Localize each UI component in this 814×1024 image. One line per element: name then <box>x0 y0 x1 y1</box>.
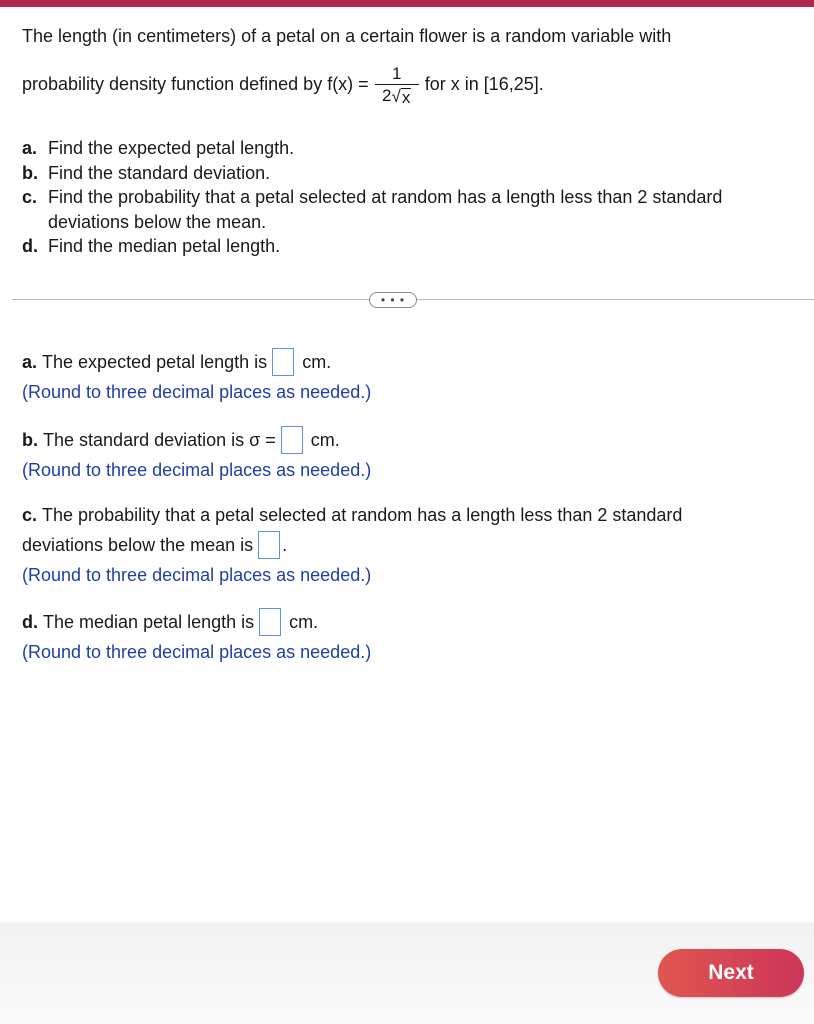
question-part-b <box>22 161 802 186</box>
question-line-2-suffix: for x in [16,25]. <box>424 73 544 94</box>
denominator-coefficient: 2 <box>382 85 392 105</box>
part-text: Find the standard deviation. <box>48 162 271 183</box>
answer-c-input[interactable] <box>258 531 280 559</box>
question-part-a <box>22 136 802 161</box>
answer-b <box>22 425 371 485</box>
fraction-denominator <box>382 85 411 107</box>
question-parts-list <box>22 136 802 259</box>
square-root <box>392 87 412 107</box>
part-label: b. <box>22 162 38 183</box>
answer-label: c. <box>22 504 38 525</box>
answer-text: The probability that a petal selected at random has a length less than 2 standard <box>42 504 683 525</box>
unit-label: cm. <box>302 351 332 372</box>
rounding-hint: (Round to three decimal places as needed.) <box>22 642 372 662</box>
question-part-c <box>22 185 802 234</box>
rounding-hint: (Round to three decimal places as needed.) <box>22 565 372 585</box>
answer-text: The median petal length is <box>43 611 255 632</box>
answer-text: The expected petal length is <box>42 351 268 372</box>
top-accent-bar <box>0 0 814 7</box>
part-label: d. <box>22 236 38 256</box>
part-text: Find the expected petal length. <box>48 138 295 158</box>
answer-c <box>22 500 682 590</box>
answer-a <box>22 347 371 407</box>
next-button[interactable]: Next <box>658 949 804 997</box>
question-part-d <box>22 234 802 259</box>
expand-more-button[interactable]: • • • <box>369 292 417 308</box>
answer-label: a. <box>22 351 38 372</box>
answer-label: b. <box>22 429 38 450</box>
part-text: Find the median petal length. <box>48 236 281 256</box>
radicand: x <box>401 87 411 107</box>
part-label: a. <box>22 138 38 158</box>
answer-text-continued: deviations below the mean is <box>22 534 254 555</box>
fraction-numerator: 1 <box>391 63 402 83</box>
pdf-fraction <box>375 64 419 107</box>
answer-d <box>22 607 371 667</box>
answer-a-input[interactable] <box>272 348 294 376</box>
unit-label: . <box>282 534 288 555</box>
question-line-1: The length (in centimeters) of a petal on a certain flower is a random variable with <box>22 26 672 46</box>
radical-sign-icon: √ <box>391 86 401 106</box>
part-text: Find the probability that a petal selected at random has a length less than 2 standard deviations below the mean. <box>48 187 723 232</box>
answer-b-input[interactable] <box>281 426 303 454</box>
question-line-2-prefix: probability density function defined by f(x) = <box>22 73 369 94</box>
question-line-2 <box>22 58 544 110</box>
rounding-hint: (Round to three decimal places as needed.) <box>22 382 372 402</box>
answer-label: d. <box>22 611 38 632</box>
rounding-hint: (Round to three decimal places as needed.) <box>22 460 372 480</box>
answer-d-input[interactable] <box>259 608 281 636</box>
unit-label: cm. <box>310 429 340 450</box>
part-label: c. <box>22 187 38 207</box>
unit-label: cm. <box>289 611 319 632</box>
answer-text: The standard deviation is σ = <box>43 429 276 450</box>
